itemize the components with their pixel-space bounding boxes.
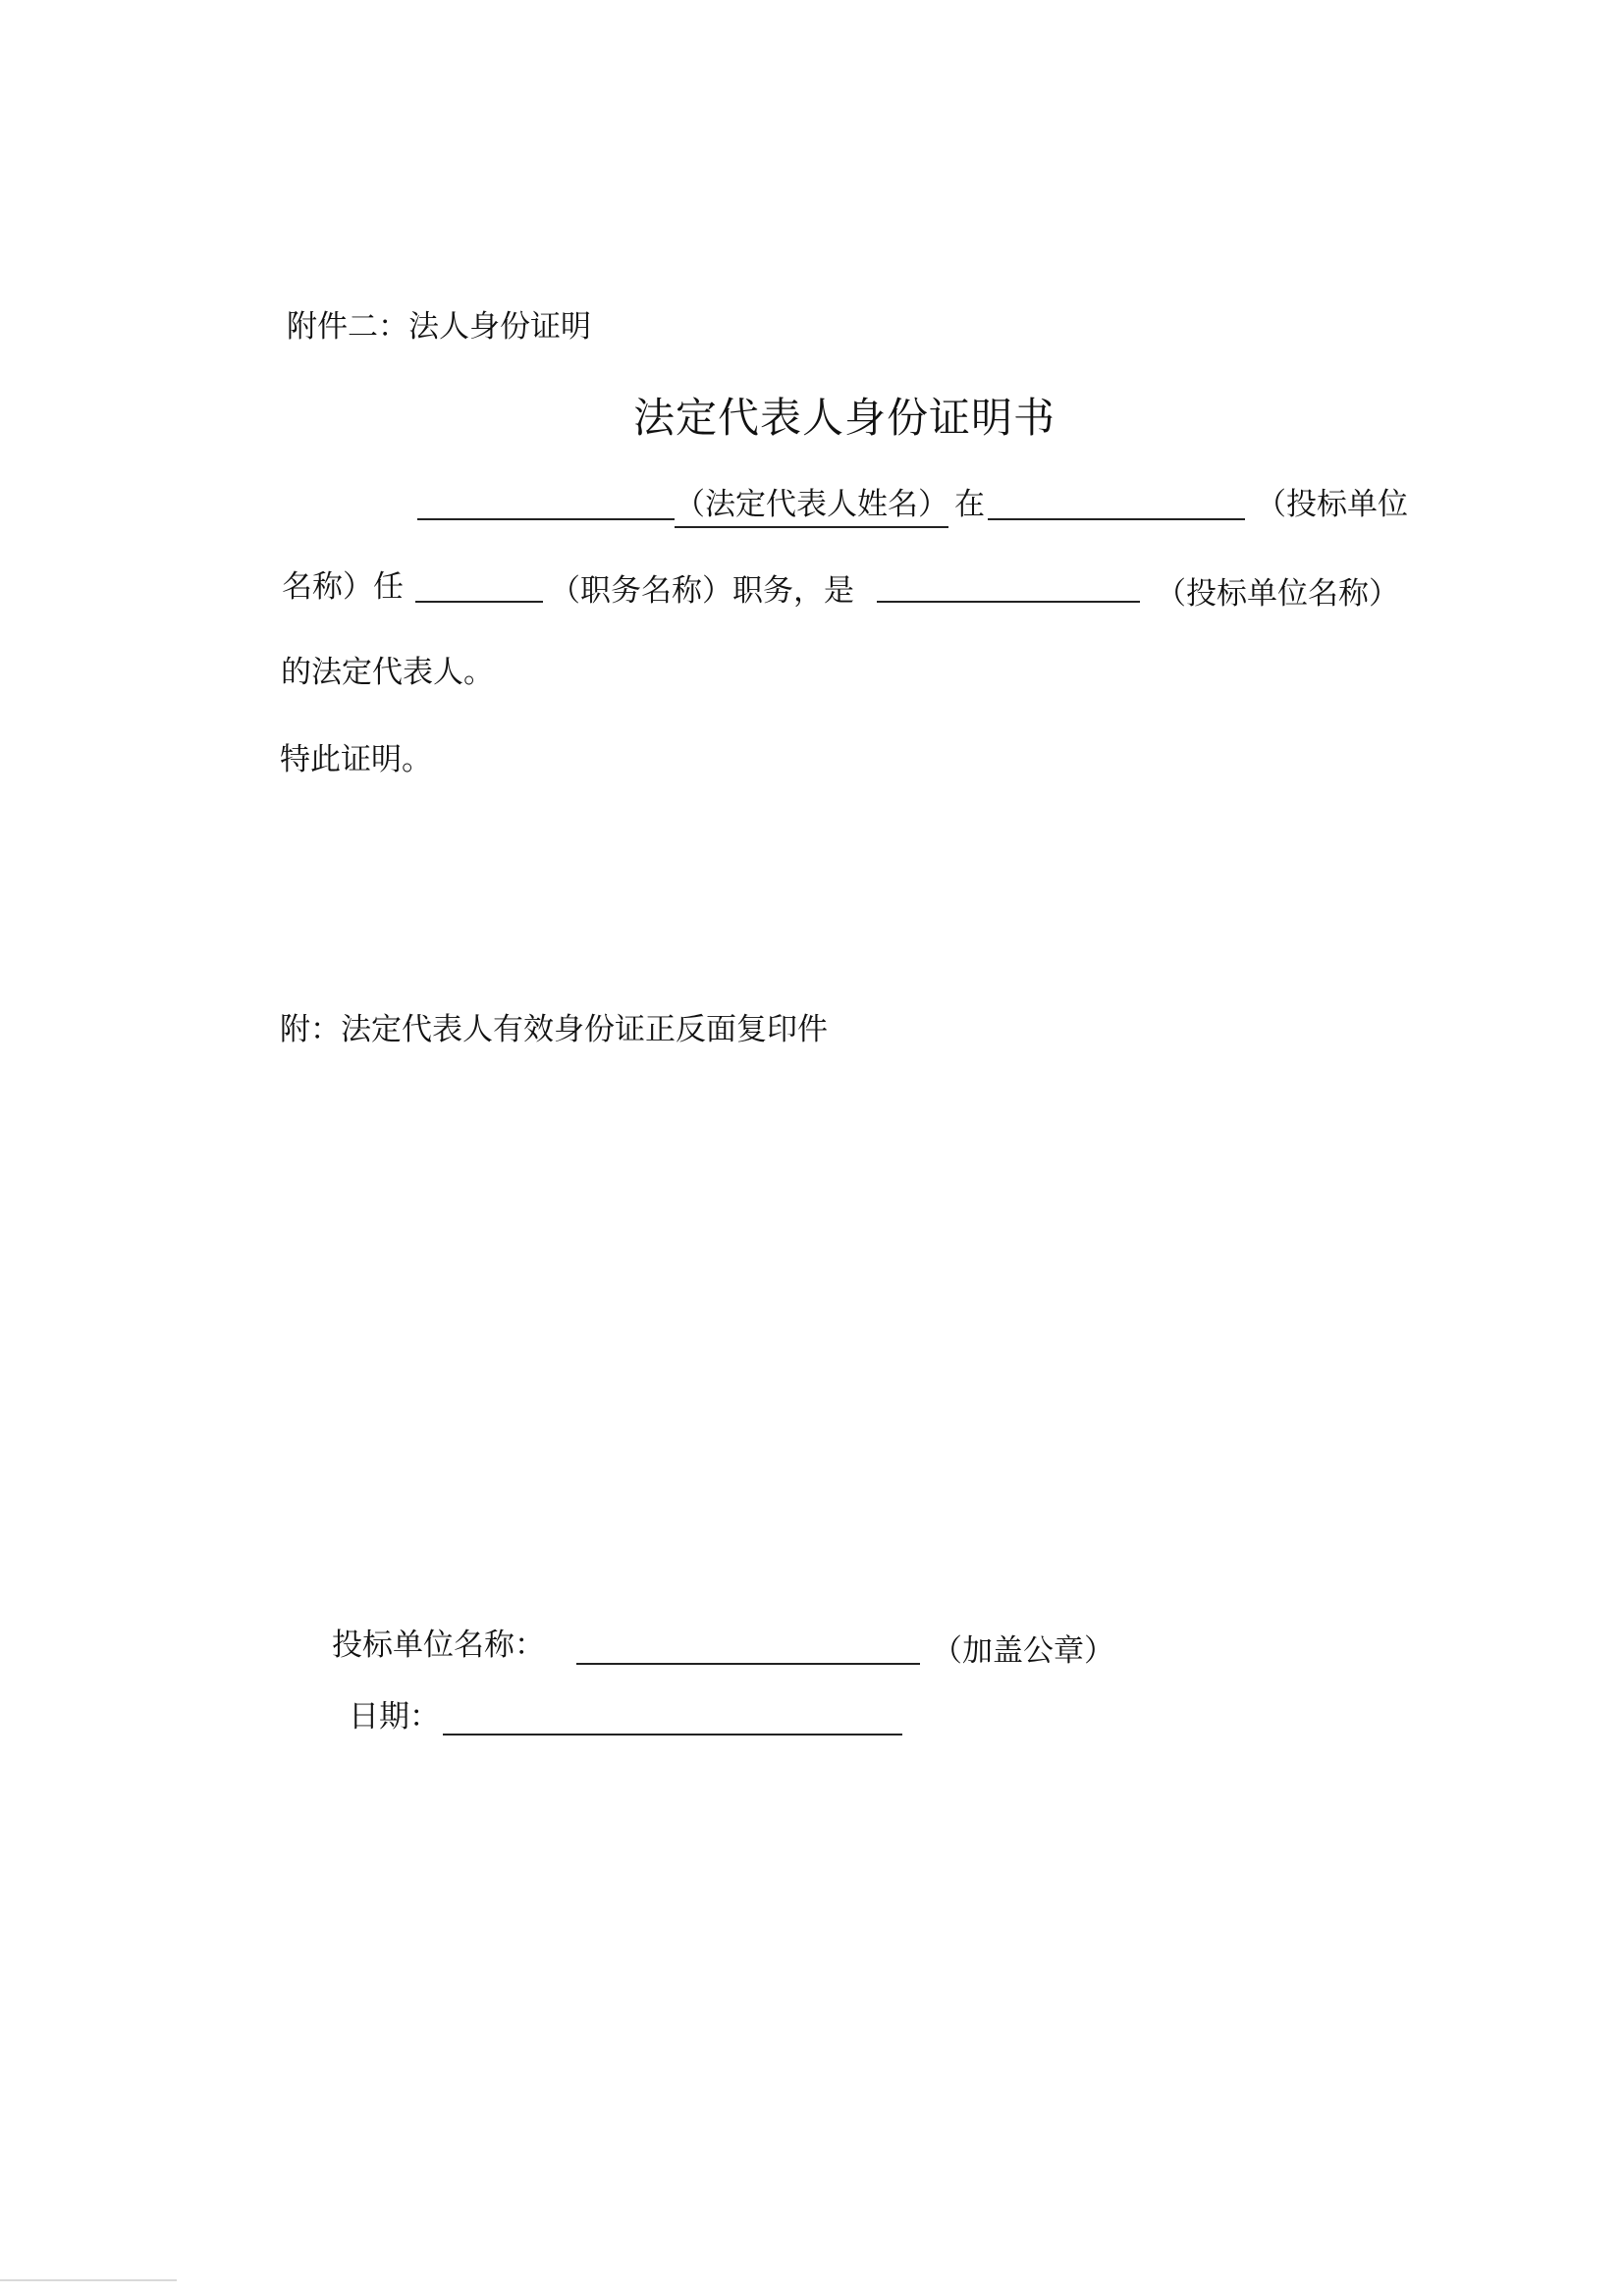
bidder-label-part1: （投标单位 (1256, 487, 1408, 522)
statement-line: 的法定代表人。 (281, 655, 494, 690)
bidder-name-label: 投标单位名称： (332, 1628, 545, 1663)
bidder-name-signature-blank[interactable] (576, 1663, 920, 1665)
seal-note: （加盖公章） (932, 1633, 1114, 1669)
attachment-note: 附：法定代表人有效身份证正反面复印件 (280, 1012, 828, 1047)
bidder-label-part2: 名称）任 (282, 569, 404, 605)
date-label: 日期： (349, 1699, 440, 1735)
bidder-name-blank-1[interactable] (988, 518, 1245, 520)
scan-edge-mark (0, 2279, 177, 2281)
date-blank[interactable] (443, 1734, 902, 1735)
bidder-name-blank-2[interactable] (877, 601, 1140, 603)
bidder-label-full: （投标单位名称） (1156, 576, 1399, 612)
document-title: 法定代表人身份证明书 (633, 394, 1056, 442)
position-blank[interactable] (415, 601, 543, 603)
certification-line: 特此证明。 (280, 742, 432, 777)
word-in: 在 (954, 487, 985, 522)
legal-rep-name-label: （法定代表人姓名） (675, 485, 948, 528)
attachment-heading: 附件二：法人身份证明 (287, 309, 591, 345)
position-label: （职务名称）职务，是 (550, 573, 854, 609)
legal-rep-name-blank[interactable] (417, 518, 675, 520)
